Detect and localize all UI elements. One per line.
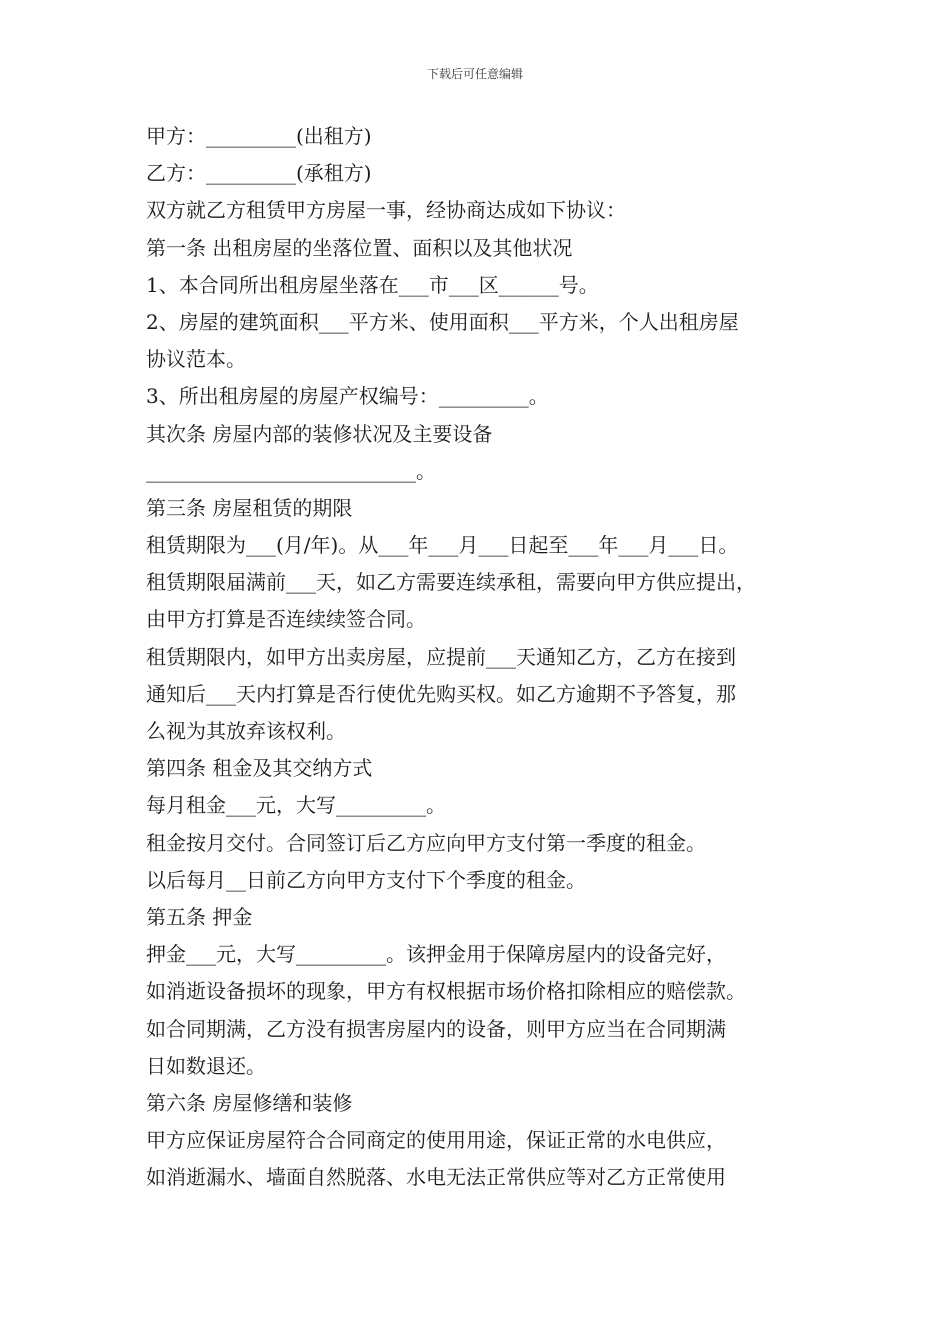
party-a-line: 甲方：_________(出租方) bbox=[146, 124, 372, 148]
article-1-item-2-cont: 协议范本。 bbox=[146, 347, 246, 372]
article-2-blank: ___________________________。 bbox=[146, 458, 436, 483]
article-3-heading: 第三条 房屋租赁的期限 bbox=[146, 495, 353, 520]
article-5-heading: 第五条 押金 bbox=[146, 904, 253, 929]
deposit-cont-1: 如消逝设备损坏的现象，甲方有权根据市场价格扣除相应的赔偿款。 bbox=[146, 979, 746, 1004]
article-4-heading: 第四条 租金及其交纳方式 bbox=[146, 756, 373, 781]
sale-notice-cont-1: 通知后___天内打算是否行使优先购买权。如乙方逾期不予答复，那 bbox=[146, 681, 736, 706]
article-1-item-1: 1、本合同所出租房屋坐落在___市___区______号。 bbox=[146, 272, 599, 297]
repair-cont: 如消逝漏水、墙面自然脱落、水电无法正常供应等对乙方正常使用 bbox=[146, 1165, 726, 1190]
article-1-heading: 第一条 出租房屋的坐落位置、面积以及其他状况 bbox=[146, 235, 573, 260]
repair-line: 甲方应保证房屋符合合同商定的使用用途，保证正常的水电供应， bbox=[146, 1128, 726, 1153]
sale-notice-cont-2: 么视为其放弃该权利。 bbox=[146, 719, 346, 743]
article-6-heading: 第六条 房屋修缮和装修 bbox=[146, 1090, 353, 1115]
party-b-line: 乙方：_________(承租方) bbox=[146, 161, 372, 186]
lease-renewal-line: 租赁期限届满前___天，如乙方需要连续承租，需要向甲方供应提出， bbox=[146, 570, 756, 595]
article-2-heading: 其次条 房屋内部的装修状况及主要设备 bbox=[146, 421, 493, 446]
document-body bbox=[146, 118, 822, 1196]
lease-renewal-cont: 由甲方打算是否连续续签合同。 bbox=[146, 607, 426, 632]
rent-schedule-line: 以后每月__日前乙方向甲方支付下个季度的租金。 bbox=[146, 867, 586, 892]
rent-payment-line: 租金按月交付。合同签订后乙方应向甲方支付第一季度的租金。 bbox=[146, 830, 706, 855]
agreement-intro: 双方就乙方租赁甲方房屋一事，经协商达成如下协议： bbox=[146, 198, 626, 223]
article-1-item-2: 2、房屋的建筑面积___平方米、使用面积___平方米，个人出租房屋 bbox=[146, 309, 739, 334]
deposit-cont-2: 如合同期满，乙方没有损害房屋内的设备，则甲方应当在合同期满 bbox=[146, 1016, 726, 1041]
deposit-cont-3: 日如数退还。 bbox=[146, 1053, 266, 1078]
page-header: 下载后可任意编辑 bbox=[426, 67, 523, 81]
monthly-rent-line: 每月租金___元，大写_________。 bbox=[146, 793, 446, 818]
sale-notice-line: 租赁期限内，如甲方出卖房屋，应提前___天通知乙方，乙方在接到 bbox=[146, 644, 736, 669]
article-1-item-3: 3、所出租房屋的房屋产权编号：_________。 bbox=[146, 384, 549, 409]
lease-term-line: 租赁期限为___(月/年)。从___年___月___日起至___年___月___日。 bbox=[146, 533, 739, 558]
deposit-line: 押金___元，大写_________。该押金用于保障房屋内的设备完好， bbox=[146, 942, 726, 967]
